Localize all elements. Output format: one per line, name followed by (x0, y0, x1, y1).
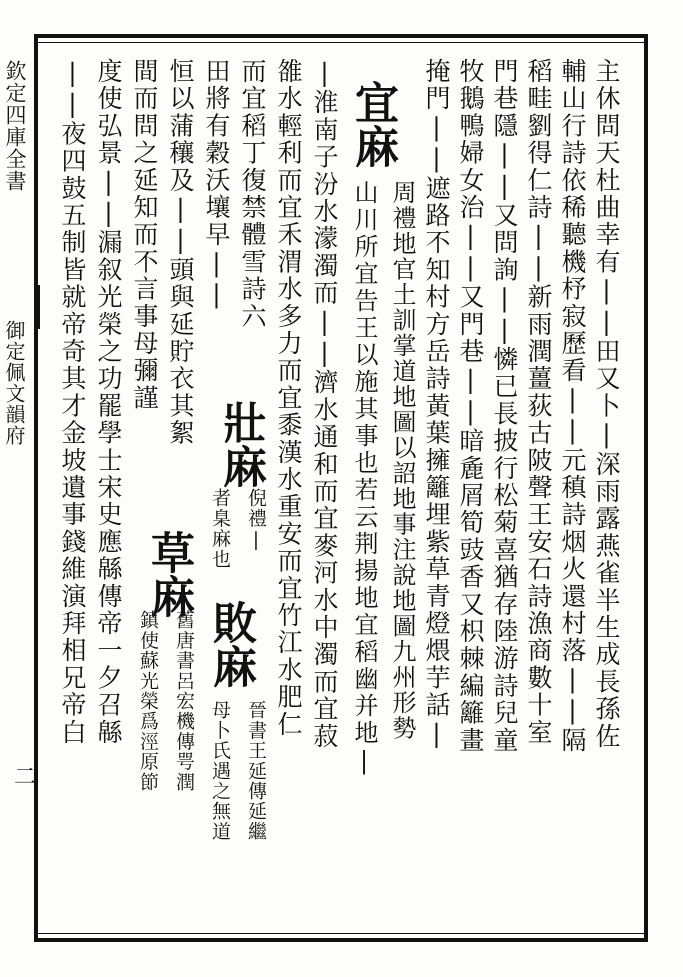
text-column-17: ||夜四鼓五制皆就帝奇其才金坡遺事錢維演拜相兄帝白 (58, 58, 87, 746)
fishtail-mark (34, 285, 40, 329)
text-column-5: 牧鵝鴨婦女治||又門巷||暗麁屑筍豉香又枳棘編籬畫 (456, 58, 485, 754)
margin-title: 欽定四庫全書 (3, 60, 27, 192)
top-border-inner (34, 42, 648, 43)
text-column-1: 主休問天杜曲幸有||田又卜|深雨露燕雀半生成長孫佐 (592, 58, 621, 750)
left-border (34, 34, 38, 942)
text-column-2: 輔山行詩依稀聽機杼寂歷看||元稹詩烟火還村落||隔 (558, 58, 587, 754)
margin-book-title: 御定佩文韻府 (2, 320, 26, 446)
text-column-13: 恒以蒲穰及||頭與延貯衣其絮 (166, 58, 195, 447)
text-column-11: 而宜稻丁復禁體雪詩六 (238, 58, 267, 330)
right-border (644, 34, 648, 942)
text-column-8: 山川所宜告王以施其事也若云荆揚地宜稻幽并地| (350, 180, 378, 778)
heading-cao-ma: 草麻 (143, 530, 194, 618)
text-column-7: 周禮地官土訓掌道地圖以詔地事注說地圖九州形勢 (388, 180, 416, 741)
text-column-12: 田將有穀沃壤早|| (202, 58, 231, 311)
text-column-4: 門巷隱||又問詢||憐已長披行松菊喜猶存陸游詩兒童 (490, 58, 519, 754)
heading-zhuang-ma: 壯麻 (215, 400, 266, 488)
top-border (34, 34, 648, 38)
heading-yi-ma: 宜麻 (347, 80, 398, 168)
note-column-12a: 者臬麻也 (209, 488, 231, 569)
note-column-15: 鎮使蘇光榮爲涇原節 (137, 610, 159, 792)
text-column-9: |淮南子汾水濛濁而||濟水通和而宜麥河水中濁而宜菽 (310, 58, 339, 750)
note-column-14: 舊唐書呂宏機傳咢潤 (173, 610, 195, 792)
bottom-border-inner (34, 933, 648, 934)
note-column-13: 母卜氏遇之無道 (209, 700, 231, 842)
text-column-3: 稻畦劉得仁詩||新雨潤薑荻古陂聲王安石詩漁商數十室 (524, 58, 553, 746)
text-column-16: 度使弘景||漏叙光榮之功罷學士宋史應緜傳帝一夕召緜 (94, 58, 123, 746)
text-column-6: 掩門||遮路不知村方岳詩黃葉擁籬埋紫草青燈煨芋話| (422, 58, 451, 750)
text-column-10: 雒水輕利而宜禾渭水多力而宜黍漢水重安而宜竹江水肥仁 (274, 58, 303, 738)
note-column-12b: 晉書王延傳延繼 (245, 700, 267, 842)
bottom-border (34, 938, 648, 942)
text-column-15: 間而問之延知而不言事母彌謹 (130, 58, 159, 412)
page-number: 二 (14, 765, 37, 790)
note-column-11: 倪禮| (245, 488, 267, 552)
heading-bai-ma: 敗麻 (205, 600, 256, 688)
